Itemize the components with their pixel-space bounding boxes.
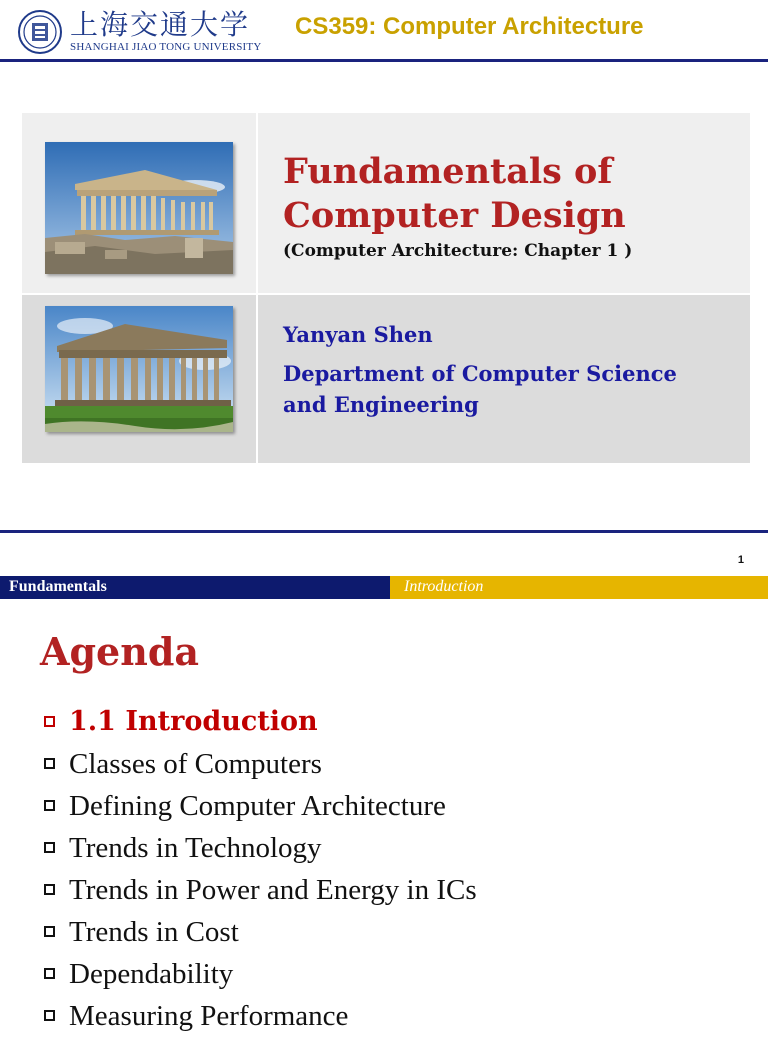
panel-divider-horizontal [22, 293, 750, 295]
department-line: Department of Computer Science [283, 361, 677, 386]
slide-header [0, 0, 768, 62]
square-bullet-icon [44, 884, 55, 895]
agenda-item-label: Trends in Cost [69, 916, 239, 948]
square-bullet-icon [44, 1010, 55, 1021]
author-department [283, 358, 743, 420]
square-bullet-icon [44, 968, 55, 979]
title-line: Fundamentals of [283, 151, 613, 192]
page-number: 1 [737, 554, 744, 566]
subsection-label: Introduction [404, 578, 484, 595]
subsection-band [390, 576, 768, 599]
parthenon-ruins-illustration [45, 142, 233, 274]
university-name-english: SHANGHAI JIAO TONG UNIVERSITY [70, 41, 262, 53]
header-divider [0, 59, 768, 62]
square-bullet-icon [44, 842, 55, 853]
agenda-slide [0, 545, 768, 1032]
agenda-item-label: Trends in Technology [69, 832, 322, 864]
department-line: and Engineering [283, 392, 479, 417]
agenda-item-label: Classes of Computers [69, 748, 322, 780]
university-name-chinese: 上海交通大学 [70, 8, 251, 41]
agenda-item-label: Defining Computer Architecture [69, 790, 446, 822]
square-bullet-icon [44, 800, 55, 811]
university-logo [18, 8, 262, 54]
parthenon-replica-illustration [45, 306, 233, 432]
author-name: Yanyan Shen [283, 322, 433, 347]
presentation-title [283, 150, 743, 238]
square-bullet-icon [44, 716, 55, 727]
agenda-item-label: Dependability [69, 958, 234, 990]
section-band [0, 576, 390, 599]
parthenon-ruins-image [45, 142, 233, 274]
parthenon-replica-image [45, 306, 233, 432]
square-bullet-icon [44, 758, 55, 769]
agenda-item-label: Measuring Performance [69, 1000, 349, 1032]
university-seal-icon [18, 10, 62, 54]
presentation-subtitle: (Computer Architecture: Chapter 1 ) [283, 241, 633, 261]
square-bullet-icon [44, 926, 55, 937]
agenda-item-label: 1.1 Introduction [69, 706, 318, 737]
section-label: Fundamentals [9, 578, 107, 595]
agenda-item-label: Trends in Power and Energy in ICs [69, 874, 477, 906]
agenda-heading: Agenda [40, 629, 200, 674]
title-line: Computer Design [283, 195, 626, 236]
panel-divider-vertical [256, 113, 258, 463]
course-title: CS359: Computer Architecture [295, 13, 644, 40]
footer-divider [0, 530, 768, 533]
